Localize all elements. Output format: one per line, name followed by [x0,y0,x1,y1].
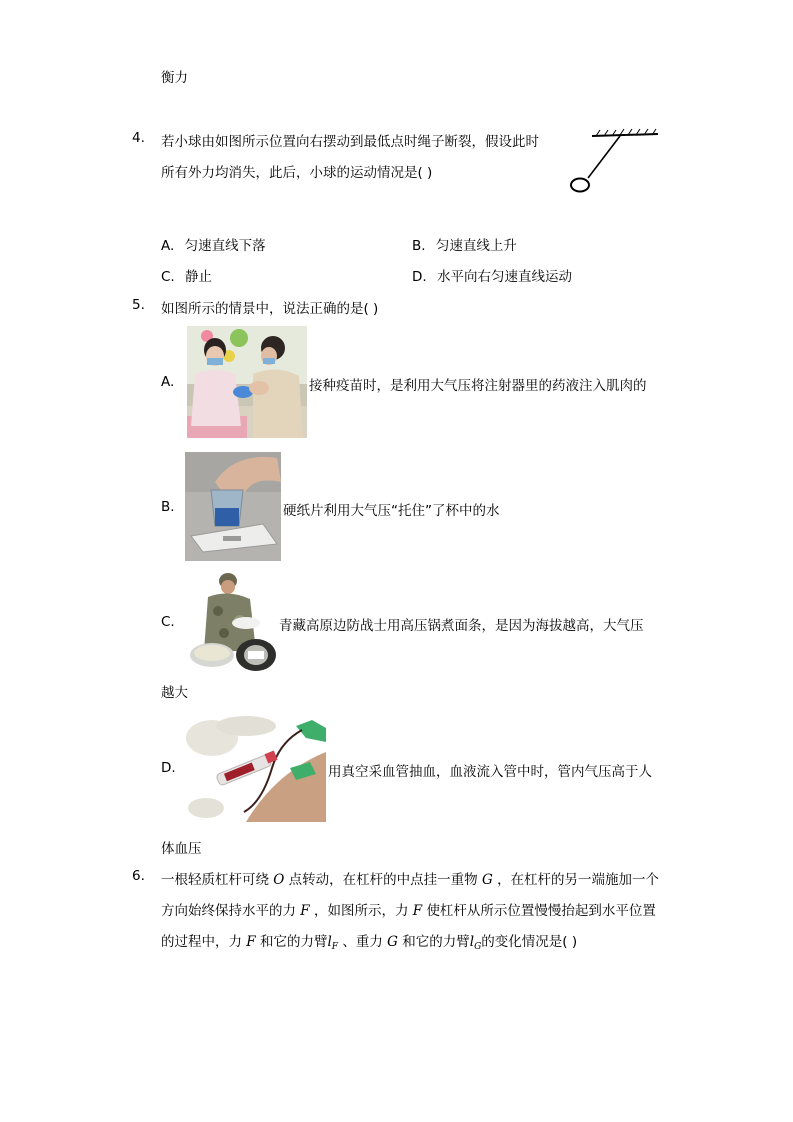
option-d-text-cont: 体血压 [161,841,202,857]
option-d-label[interactable]: D. [161,760,176,776]
option-a-label[interactable]: A. [161,374,175,390]
stem-text: 和它的力臂 [402,934,470,950]
option-label: B. [412,238,426,254]
option-a[interactable] [161,234,266,254]
option-text: 水平向右匀速直线运动 [436,269,572,285]
question-stem: 如图所示的情景中，说法正确的是( ) [161,301,379,317]
question-stem-line1: 若小球由如图所示位置向右摆动到最低点时绳子断裂，假设此时 [161,134,539,150]
option-text: 匀速直线上升 [435,238,517,254]
pendulum-diagram [562,128,662,196]
stem-text: ，如图所示，力 [313,903,409,919]
question-number: 6. [132,868,145,884]
symbol-f: F [412,903,423,919]
stem-text: ，在杠杆的另一端施加一个 [497,872,660,888]
option-b-text: 硬纸片利用大气压“托住”了杯中的水 [283,503,500,519]
stem-text: 的变化情况是( ) [481,934,578,950]
stem-text: 、重力 [342,934,383,950]
question-stem-line1 [161,868,659,888]
option-label: D. [412,269,427,285]
option-c-text: 青藏高原边防战士用高压锅煮面条，是因为海拔越高，大气压 [279,618,644,634]
option-b[interactable] [412,234,517,254]
cup-cardboard-photo [185,452,281,561]
question-stem-line3 [161,930,577,952]
stem-text: 使杠杆从所示位置慢慢抬起到水平位置 [426,903,656,919]
option-label: C. [161,269,175,285]
question-stem-line2: 所有外力均消失，此后，小球的运动情况是( ) [161,165,433,181]
symbol-l: l [327,934,332,950]
symbol-f: F [300,903,310,919]
option-label: A. [161,238,175,254]
option-c-text-cont: 越大 [161,685,188,701]
symbol-l: l [469,934,475,950]
symbol-g: G [387,934,398,950]
subscript-g: G [474,942,482,952]
text-fragment: 衡力 [161,70,188,86]
soldier-pressure-cooker-photo [182,571,278,672]
option-c[interactable] [161,265,212,285]
stem-text: 的过程中，力 [161,934,242,950]
stem-text: 和它的力臂 [259,934,328,950]
blood-draw-photo [186,712,326,822]
question-number: 4. [132,130,145,146]
subscript-f: F [331,942,339,952]
symbol-o: O [273,872,285,888]
vaccination-photo [187,326,307,438]
option-d[interactable] [412,265,572,285]
stem-text: 方向始终保持水平的力 [161,903,296,919]
option-a-text: 接种疫苗时，是利用大气压将注射器里的药液注入肌肉的 [309,378,647,394]
question-stem-line2 [161,899,656,919]
stem-text: 一根轻质杠杆可绕 [161,872,269,888]
option-d-text: 用真空采血管抽血，血液流入管中时，管内气压高于人 [328,764,652,780]
question-number: 5. [132,297,145,313]
option-text: 静止 [185,269,213,285]
option-c-label[interactable]: C. [161,614,175,630]
option-text: 匀速直线下落 [184,238,266,254]
symbol-f: F [246,934,256,950]
symbol-g: G [481,872,493,888]
stem-text: 点转动，在杠杆的中点挂一重物 [288,872,478,888]
option-b-label[interactable]: B. [161,499,175,515]
